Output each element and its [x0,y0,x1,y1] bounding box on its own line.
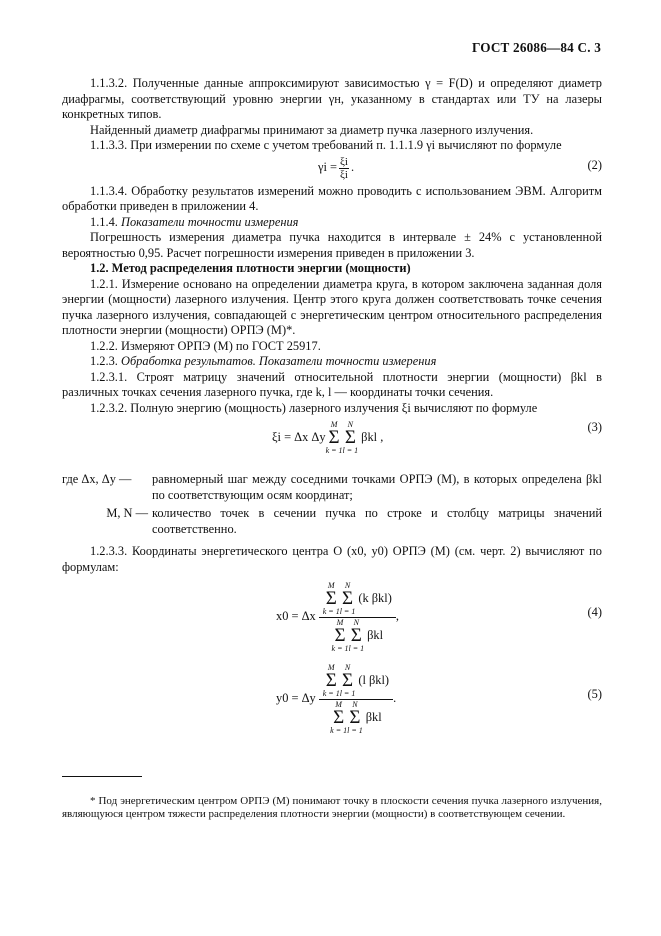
paragraph-1-2-1: 1.2.1. Измерение основано на определении диаметра круга, в котором заключена заданная доля энергии (мощности) лазерного излучения. Центр этого круга должен соответствовать точке сечения пучка лазерного излучения, совпадающей с энергетическим центром относительного распределения плотности энергии (мощности) ОРПЭ (М)*. [62,276,602,337]
formula-5-fraction [319,663,393,735]
page-header: ГОСТ 26086—84 С. 3 [471,40,601,55]
paragraph-1-2-2: 1.2.2. Измеряют ОРПЭ (М) по ГОСТ 25917. [90,338,321,353]
paragraph-1-2-3-3: 1.2.3.3. Координаты энергетического центра O (x0, y0) ОРПЭ (М) (см. черт. 2) вычисляют по формулам: [62,544,602,574]
sum-lower-k: k = 1 [325,446,343,455]
formula-4-tail: , [395,609,399,624]
formula-4-number: (4) [587,605,602,619]
formula-5-top-term: (l βkl) [358,672,390,687]
paragraph-1-2-3-2: 1.2.3.2. Полную энергию (мощность) лазерного излучения ξi вычисляют по формуле [90,400,538,415]
definition-delta [62,472,602,503]
formula-3-term: βkl , [361,429,384,444]
paragraph-1-1-3-4: 1.1.3.4. Обработку результатов измерений можно проводить с использованием ЭВМ. Алгоритм обработки приведен в приложении 4. [62,183,602,213]
sum-upper-m: M [330,420,338,429]
footnote-divider [62,776,142,777]
paragraph-1-1-4-text: Погрешность измерения диаметра пучка находится в интервале ± 24% с установленной вероятностью 0,95. Расчет погрешности измерения приведен в приложении 3. [62,230,602,260]
sum-lower-l: l = 1 [342,446,359,455]
sum-symbol-k: M Σ k = 1 [325,420,343,455]
sum-upper-n: N [347,420,354,429]
formula-3 [62,416,602,472]
definition-description: равномерный шаг между соседними точками ОРПЭ (М), в которых определена βkl по соответствующим осям координат; [152,472,602,502]
paragraph-1-2-3-heading [62,354,602,370]
formula-5-denominator: M Σ k = 1 N Σ l = 1 βkl [330,700,382,735]
definition-description: количество точек в сечении пучка по строке и столбцу матрицы значений соответственно. [152,506,602,536]
document-body [62,76,602,739]
definition-mn [62,506,602,537]
formula-4 [62,575,602,657]
section-number-1-2-3: 1.2.3. [90,354,118,368]
section-title-accuracy: Показатели точности измерения [121,214,299,229]
formula-2-numerator: ξi [340,155,348,168]
formula-3-lhs: ξi = Δx Δy [272,429,326,444]
formula-4-bottom-term: βkl [367,627,384,642]
formula-2-fraction [339,156,349,181]
formula-4-lhs: x0 = Δx [276,609,316,624]
formula-5 [62,657,602,739]
paragraph-1-1-3-3: 1.1.3.3. При измерении по схеме с учетом требований п. 1.1.1.9 γi вычисляют по формуле [90,138,562,152]
formula-4-numerator: M Σ k = 1 N Σ l = 1 (k βkl) [319,581,396,618]
formula-4-top-term: (k βkl) [358,590,392,605]
formula-2-denominator: ξi [340,168,348,181]
formula-4-fraction [319,581,396,653]
formula-3-number: (3) [587,420,602,434]
formula-5-numerator: M Σ k = 1 N Σ l = 1 (l βkl) [319,663,393,700]
definition-list [62,472,602,537]
paragraph-1-1-3-2: 1.1.3.2. Полученные данные аппроксимируют зависимостью γ = F(D) и определяют диаметр диафрагмы, соответствующий уровню энергии γн, указанному в стандартах или ТУ на лазеры конкретных типов. [62,76,602,121]
sum-symbol-l: N Σ l = 1 [342,420,359,455]
section-number-1-1-4: 1.1.4. [90,214,118,229]
formula-5-bottom-term: βkl [365,709,382,724]
footnote: * Под энергетическим центром ОРПЭ (М) понимают точку в плоскости сечения пучка лазерного излучения, являющуюся центром тяжести распределения плотности энергии (мощности) в соответствующем сечении. [62,795,602,821]
formula-2-lhs: γi = [318,160,338,175]
formula-4-denominator: M Σ k = 1 N Σ l = 1 βkl [331,618,384,653]
formula-2-number: (2) [587,157,602,172]
formula-5-lhs: y0 = Δy [276,691,316,706]
section-title-processing: Обработка результатов. Показатели точности измерения [121,354,437,368]
formula-2 [62,154,602,184]
definition-term: где Δx, Δy — [62,472,132,486]
paragraph-found-diameter: Найденный диаметр диафрагмы принимают за диаметр пучка лазерного излучения. [90,122,534,137]
definition-term: M, N — [106,506,148,520]
section-heading-1-2: 1.2. Метод распределения плотности энергии (мощности) [90,261,411,275]
formula-5-tail: . [393,691,397,706]
paragraph-1-1-4-heading [62,215,602,231]
formula-5-number: (5) [587,687,602,701]
paragraph-1-2-3-1: 1.2.3.1. Строят матрицу значений относительной плотности энергии (мощности) βkl в различных точках сечения лазерного пучка, где k, l — координаты точки сечения. [62,369,602,399]
formula-2-tail: . [350,160,355,175]
